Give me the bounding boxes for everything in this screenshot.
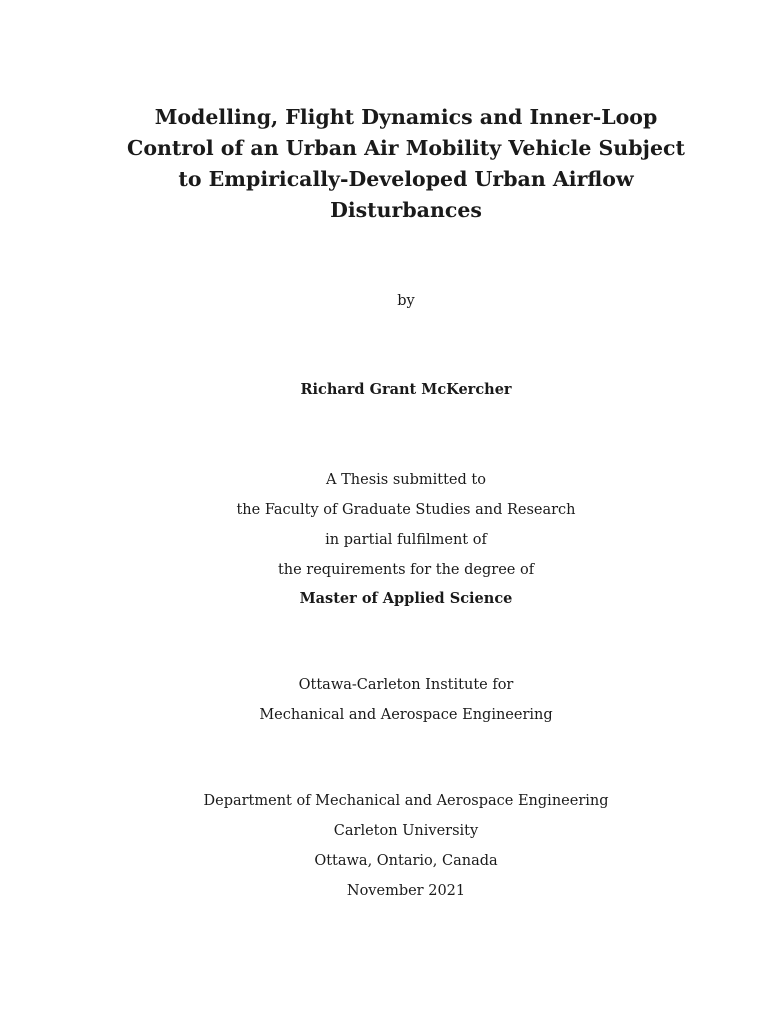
submission-line-2: the Faculty of Graduate Studies and Research <box>236 502 576 518</box>
title-line-1: Modelling, Flight Dynamics and Inner-Loop <box>154 105 658 129</box>
location-line: Ottawa, Ontario, Canada <box>314 853 498 869</box>
institute-line-1: Ottawa-Carleton Institute for <box>298 677 514 693</box>
title-line-4: Disturbances <box>330 198 482 222</box>
author-name: Richard Grant McKercher <box>300 381 512 398</box>
submission-line-4: the requirements for the degree of <box>277 562 535 578</box>
university-line: Carleton University <box>333 823 479 839</box>
institute-line-2: Mechanical and Aerospace Engineering <box>259 707 553 723</box>
title-line-3: to Empirically-Developed Urban Airflow <box>178 167 634 191</box>
thesis-title <box>110 102 702 226</box>
title-line-2: Control of an Urban Air Mobility Vehicle Subject <box>127 136 685 160</box>
date-line: November 2021 <box>346 883 466 899</box>
degree-name: Master of Applied Science <box>299 590 513 607</box>
by-label: by <box>397 293 415 309</box>
department-line: Department of Mechanical and Aerospace Engineering <box>203 793 609 809</box>
submission-line-1: A Thesis submitted to <box>326 472 486 488</box>
submission-line-3: in partial fulfilment of <box>325 532 487 548</box>
